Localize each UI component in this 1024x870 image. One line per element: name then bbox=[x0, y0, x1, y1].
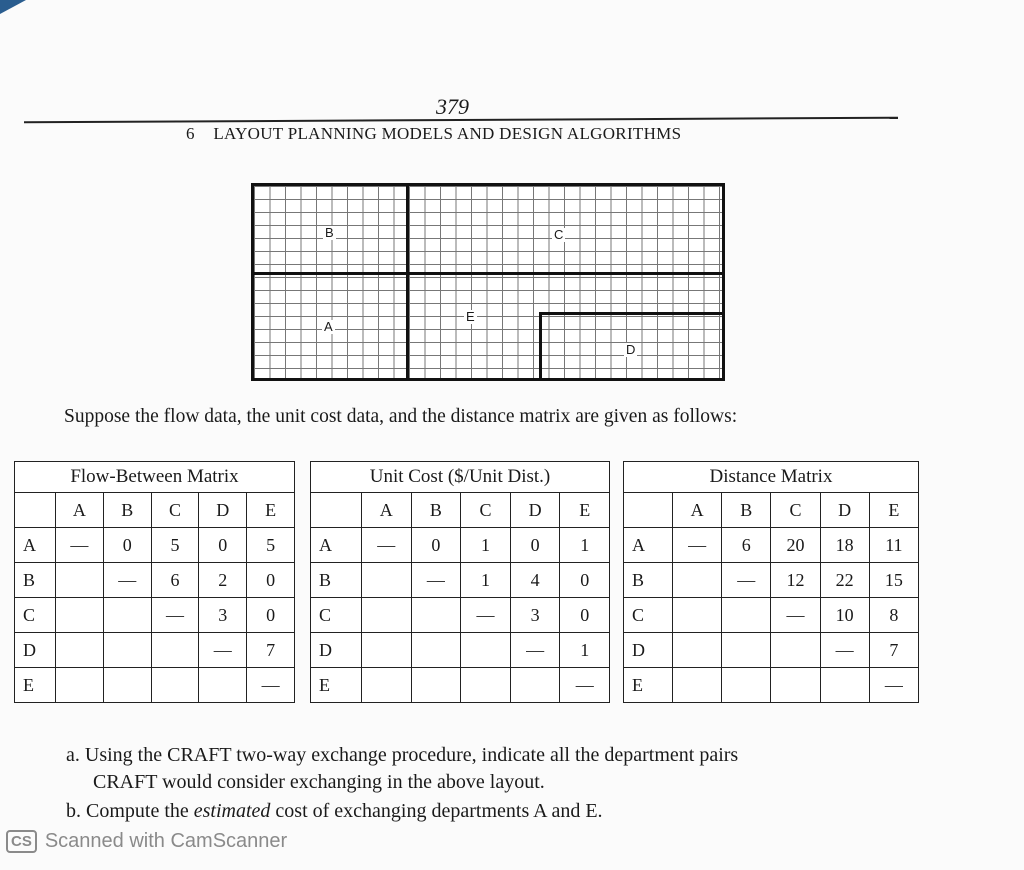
row-label: B bbox=[624, 563, 673, 598]
matrix-cell: — bbox=[510, 633, 560, 668]
column-header: D bbox=[510, 493, 560, 528]
question-a-line1: Using the CRAFT two-way exchange procedure, indicate all the department pairs bbox=[84, 744, 739, 766]
row-label: B bbox=[311, 563, 362, 598]
matrix-cell: — bbox=[103, 563, 151, 598]
corner-mark bbox=[0, 0, 26, 14]
question-b-text-after: cost of exchanging departments A and E. bbox=[275, 800, 603, 822]
matrix-cell bbox=[362, 598, 412, 633]
matrix-cell bbox=[199, 668, 247, 703]
matrix-cell: — bbox=[771, 598, 820, 633]
dept-label-a: A bbox=[324, 319, 333, 334]
column-header: C bbox=[151, 493, 199, 528]
matrix-row bbox=[624, 563, 919, 598]
boundary-b-c bbox=[406, 186, 409, 378]
flow-between-matrix bbox=[14, 461, 295, 703]
matrix-cell bbox=[411, 598, 461, 633]
boundary-top-bottom bbox=[254, 272, 722, 275]
row-label: D bbox=[311, 633, 362, 668]
matrix-cell bbox=[151, 668, 199, 703]
matrix-cell: 5 bbox=[151, 528, 199, 563]
boundary-e-d-vertical bbox=[539, 312, 542, 378]
matrix-cell bbox=[362, 633, 412, 668]
matrix-row bbox=[624, 668, 919, 703]
row-label: E bbox=[311, 668, 362, 703]
matrix-row bbox=[311, 633, 610, 668]
matrix-cell: 7 bbox=[869, 633, 918, 668]
column-header: C bbox=[461, 493, 511, 528]
matrix-cell: — bbox=[199, 633, 247, 668]
question-a-marker: a. bbox=[66, 744, 80, 766]
column-header: D bbox=[199, 493, 247, 528]
corner-cell bbox=[15, 493, 56, 528]
row-label: A bbox=[624, 528, 673, 563]
matrix-row bbox=[624, 598, 919, 633]
matrix-row bbox=[624, 633, 919, 668]
matrix-cell: — bbox=[673, 528, 722, 563]
row-label: E bbox=[624, 668, 673, 703]
matrix-header-row bbox=[311, 493, 610, 528]
matrix-cell bbox=[673, 668, 722, 703]
matrix-cell: 10 bbox=[820, 598, 869, 633]
matrix-cell: 0 bbox=[560, 563, 610, 598]
matrix-cell bbox=[151, 633, 199, 668]
matrix-row bbox=[624, 528, 919, 563]
matrix-cell: 7 bbox=[247, 633, 295, 668]
matrix-cell: — bbox=[461, 598, 511, 633]
distance-matrix bbox=[623, 461, 919, 703]
corner-cell bbox=[311, 493, 362, 528]
matrix-cell: 6 bbox=[722, 528, 771, 563]
column-header: A bbox=[362, 493, 412, 528]
corner-cell bbox=[624, 493, 673, 528]
matrix-cell: 3 bbox=[199, 598, 247, 633]
column-header: A bbox=[56, 493, 104, 528]
matrix-cell bbox=[103, 668, 151, 703]
column-header: A bbox=[673, 493, 722, 528]
matrix-row bbox=[311, 528, 610, 563]
matrix-cell: 0 bbox=[560, 598, 610, 633]
column-header: B bbox=[722, 493, 771, 528]
row-label: D bbox=[15, 633, 56, 668]
matrix-cell: 22 bbox=[820, 563, 869, 598]
matrix-cell bbox=[722, 598, 771, 633]
matrix-title: Unit Cost ($/Unit Dist.) bbox=[310, 461, 610, 492]
matrix-title: Flow-Between Matrix bbox=[14, 461, 295, 492]
column-header: B bbox=[103, 493, 151, 528]
matrix-cell: 0 bbox=[247, 598, 295, 633]
matrix-cell bbox=[103, 633, 151, 668]
matrix-cell bbox=[362, 668, 412, 703]
matrix-cell bbox=[56, 598, 104, 633]
matrix-cell: — bbox=[722, 563, 771, 598]
matrix-cell bbox=[673, 563, 722, 598]
matrix-cell: 3 bbox=[510, 598, 560, 633]
matrix-cell: — bbox=[820, 633, 869, 668]
row-label: C bbox=[624, 598, 673, 633]
matrix-cell: 20 bbox=[771, 528, 820, 563]
matrix-cell: 2 bbox=[199, 563, 247, 598]
matrix-cell bbox=[56, 563, 104, 598]
matrix-cell: 1 bbox=[461, 563, 511, 598]
matrix-cell bbox=[411, 633, 461, 668]
dept-label-d: D bbox=[626, 342, 636, 357]
row-label: D bbox=[624, 633, 673, 668]
matrix-row bbox=[15, 598, 295, 633]
matrix-cell bbox=[722, 633, 771, 668]
question-a bbox=[66, 741, 738, 769]
unit-cost-matrix bbox=[310, 461, 610, 703]
question-a-line2: CRAFT would consider exchanging in the above layout. bbox=[93, 771, 545, 793]
matrix-cell: — bbox=[56, 528, 104, 563]
matrix-cell: 11 bbox=[869, 528, 918, 563]
dept-label-b: B bbox=[325, 225, 334, 240]
watermark-text: Scanned with CamScanner bbox=[44, 830, 288, 852]
camscanner-watermark bbox=[6, 830, 287, 853]
column-header: B bbox=[411, 493, 461, 528]
matrix-cell: — bbox=[560, 668, 610, 703]
matrix-row bbox=[15, 633, 295, 668]
matrix-title: Distance Matrix bbox=[623, 461, 919, 492]
page-number: 379 bbox=[436, 94, 469, 119]
matrix-cell: — bbox=[411, 563, 461, 598]
matrix-header-row bbox=[15, 493, 295, 528]
matrix-cell bbox=[771, 668, 820, 703]
matrix-cell bbox=[103, 598, 151, 633]
matrix-cell: 6 bbox=[151, 563, 199, 598]
matrix-row bbox=[15, 563, 295, 598]
layout-grid-figure bbox=[251, 183, 725, 381]
row-label: C bbox=[311, 598, 362, 633]
matrix-cell: 0 bbox=[510, 528, 560, 563]
question-b-marker: b. bbox=[66, 800, 81, 822]
boundary-e-d-horizontal bbox=[539, 312, 722, 315]
row-label: C bbox=[15, 598, 56, 633]
question-b-emphasis: estimated bbox=[193, 800, 271, 822]
row-label: E bbox=[15, 668, 56, 703]
matrix-cell bbox=[362, 563, 412, 598]
column-header: D bbox=[820, 493, 869, 528]
matrix-cell: — bbox=[362, 528, 412, 563]
row-label: A bbox=[311, 528, 362, 563]
matrix-cell: — bbox=[247, 668, 295, 703]
matrix-cell bbox=[56, 633, 104, 668]
matrix-cell bbox=[771, 633, 820, 668]
chapter-number: 6 bbox=[186, 124, 195, 143]
question-b-text-before: Compute the bbox=[86, 800, 189, 822]
matrix-cell bbox=[673, 598, 722, 633]
matrix-cell: 18 bbox=[820, 528, 869, 563]
chapter-title: LAYOUT PLANNING MODELS AND DESIGN ALGORITHMS bbox=[213, 124, 682, 143]
dept-label-c: C bbox=[554, 227, 564, 242]
matrix-cell: 1 bbox=[560, 633, 610, 668]
matrix-cell: 12 bbox=[771, 563, 820, 598]
matrix-cell: — bbox=[151, 598, 199, 633]
matrix-row bbox=[311, 598, 610, 633]
matrix-cell bbox=[56, 668, 104, 703]
matrix-cell: 0 bbox=[199, 528, 247, 563]
matrix-row bbox=[15, 668, 295, 703]
matrix-row bbox=[311, 563, 610, 598]
dept-label-e: E bbox=[466, 309, 475, 324]
column-header: C bbox=[771, 493, 820, 528]
matrix-cell: 0 bbox=[247, 563, 295, 598]
matrix-cell: 1 bbox=[560, 528, 610, 563]
matrix-cell: 8 bbox=[869, 598, 918, 633]
matrix-cell bbox=[722, 668, 771, 703]
matrix-cell: 0 bbox=[103, 528, 151, 563]
matrix-cell: 0 bbox=[411, 528, 461, 563]
matrix-cell bbox=[411, 668, 461, 703]
matrix-row bbox=[15, 528, 295, 563]
matrix-header-row bbox=[624, 493, 919, 528]
matrix-cell: 5 bbox=[247, 528, 295, 563]
matrix-row bbox=[311, 668, 610, 703]
question-a-continued bbox=[93, 768, 545, 796]
question-b bbox=[66, 797, 603, 825]
camscanner-logo-icon: CS bbox=[6, 830, 37, 853]
matrix-cell: 15 bbox=[869, 563, 918, 598]
row-label: A bbox=[15, 528, 56, 563]
running-header bbox=[186, 124, 681, 144]
matrix-cell bbox=[820, 668, 869, 703]
column-header: E bbox=[247, 493, 295, 528]
matrix-cell: — bbox=[869, 668, 918, 703]
column-header: E bbox=[869, 493, 918, 528]
column-header: E bbox=[560, 493, 610, 528]
matrix-cell bbox=[461, 633, 511, 668]
matrix-cell bbox=[461, 668, 511, 703]
matrix-cell: 4 bbox=[510, 563, 560, 598]
matrix-cell: 1 bbox=[461, 528, 511, 563]
matrix-cell bbox=[510, 668, 560, 703]
row-label: B bbox=[15, 563, 56, 598]
matrix-cell bbox=[673, 633, 722, 668]
intro-text: Suppose the flow data, the unit cost data, and the distance matrix are given as follows: bbox=[64, 406, 738, 427]
